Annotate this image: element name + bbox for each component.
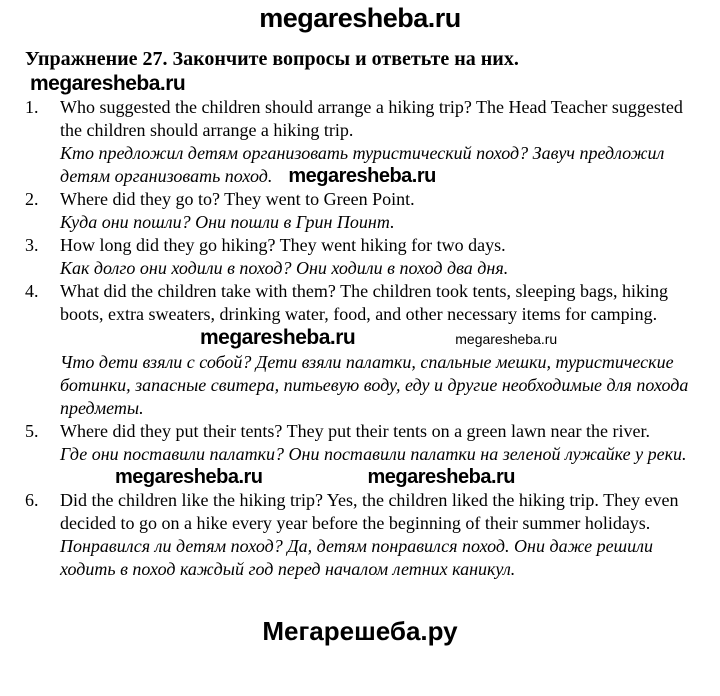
question-answer-en xyxy=(60,188,695,211)
item-number: 2. xyxy=(25,189,39,209)
russian-text: Где они поставили палатки? Они поставили палатки на зеленой лужайке у реки. xyxy=(60,444,687,464)
item-body xyxy=(60,489,695,581)
russian-text: Понравился ли детям поход? Да, детям понравился поход. Они даже решили ходить в поход каждый год перед началом летних каникул. xyxy=(60,536,653,579)
site-watermark-header: megaresheba.ru xyxy=(30,72,186,95)
russian-text: Что дети взяли с собой? Дети взяли палатки, спальные мешки, туристические ботинки, запасные свитера, питьевую воду, еду и другие необходимые для похода предметы. xyxy=(60,352,689,418)
russian-text: Куда они пошли? Они пошли в Грин Поинт. xyxy=(60,212,395,232)
item-number: 1. xyxy=(25,97,39,117)
russian-text: Кто предложил детям организовать туристический поход? Завуч предложил детям организовать поход. xyxy=(60,143,665,186)
list-item xyxy=(0,489,720,581)
inline-watermark: megaresheba.ru xyxy=(200,326,356,349)
item-body xyxy=(60,234,695,280)
translation-ru xyxy=(60,443,695,489)
english-text: What did the children take with them? The children took tents, sleeping bags, hiking boots, extra sweaters, drinking water, food, and other necessary items for camping. xyxy=(60,281,669,324)
english-text: Where did they put their tents? They put their tents on a green lawn near the river. xyxy=(60,421,650,441)
site-watermark-top: megaresheba.ru xyxy=(259,3,461,33)
inline-watermark: megaresheba.ru xyxy=(115,466,263,488)
question-answer-en xyxy=(60,420,695,443)
list-item xyxy=(0,188,720,234)
exercise-list xyxy=(0,96,720,581)
item-number: 6. xyxy=(25,490,39,510)
exercise-title: Упражнение 27. Закончите вопросы и ответьте на них. xyxy=(25,48,519,70)
english-text: Who suggested the children should arrange a hiking trip? The Head Teacher suggested the children should arrange a hiking trip. xyxy=(60,97,683,140)
inline-watermark-small: megaresheba.ru xyxy=(455,331,558,347)
item-number: 3. xyxy=(25,235,39,255)
question-answer-en xyxy=(60,489,695,535)
translation-ru xyxy=(60,142,695,188)
item-number: 5. xyxy=(25,421,39,441)
english-text: Did the children like the hiking trip? Yes, the children liked the hiking trip. They even decided to go on a hike every year before the beginning of their summer holidays. xyxy=(60,490,679,533)
translation-ru xyxy=(60,535,695,581)
inline-watermark: megaresheba.ru xyxy=(288,165,436,187)
list-item xyxy=(0,96,720,188)
item-body xyxy=(60,280,695,420)
translation-ru xyxy=(60,257,695,280)
english-text: Where did they go to? They went to Green Point. xyxy=(60,189,415,209)
english-text: How long did they go hiking? They went hiking for two days. xyxy=(60,235,506,255)
list-item xyxy=(0,234,720,280)
list-item xyxy=(0,280,720,420)
item-body xyxy=(60,96,695,188)
question-answer-en xyxy=(60,96,695,142)
list-item xyxy=(0,420,720,489)
translation-ru xyxy=(60,211,695,234)
item-body xyxy=(60,420,695,489)
translation-ru xyxy=(60,351,695,420)
item-number: 4. xyxy=(25,281,39,301)
inline-watermark: megaresheba.ru xyxy=(367,466,516,488)
site-name-footer: Мегарешеба.ру xyxy=(262,616,458,646)
item-body xyxy=(60,188,695,234)
question-answer-en xyxy=(60,234,695,257)
russian-text: Как долго они ходили в поход? Они ходили в поход два дня. xyxy=(60,258,509,278)
question-answer-en xyxy=(60,280,695,351)
